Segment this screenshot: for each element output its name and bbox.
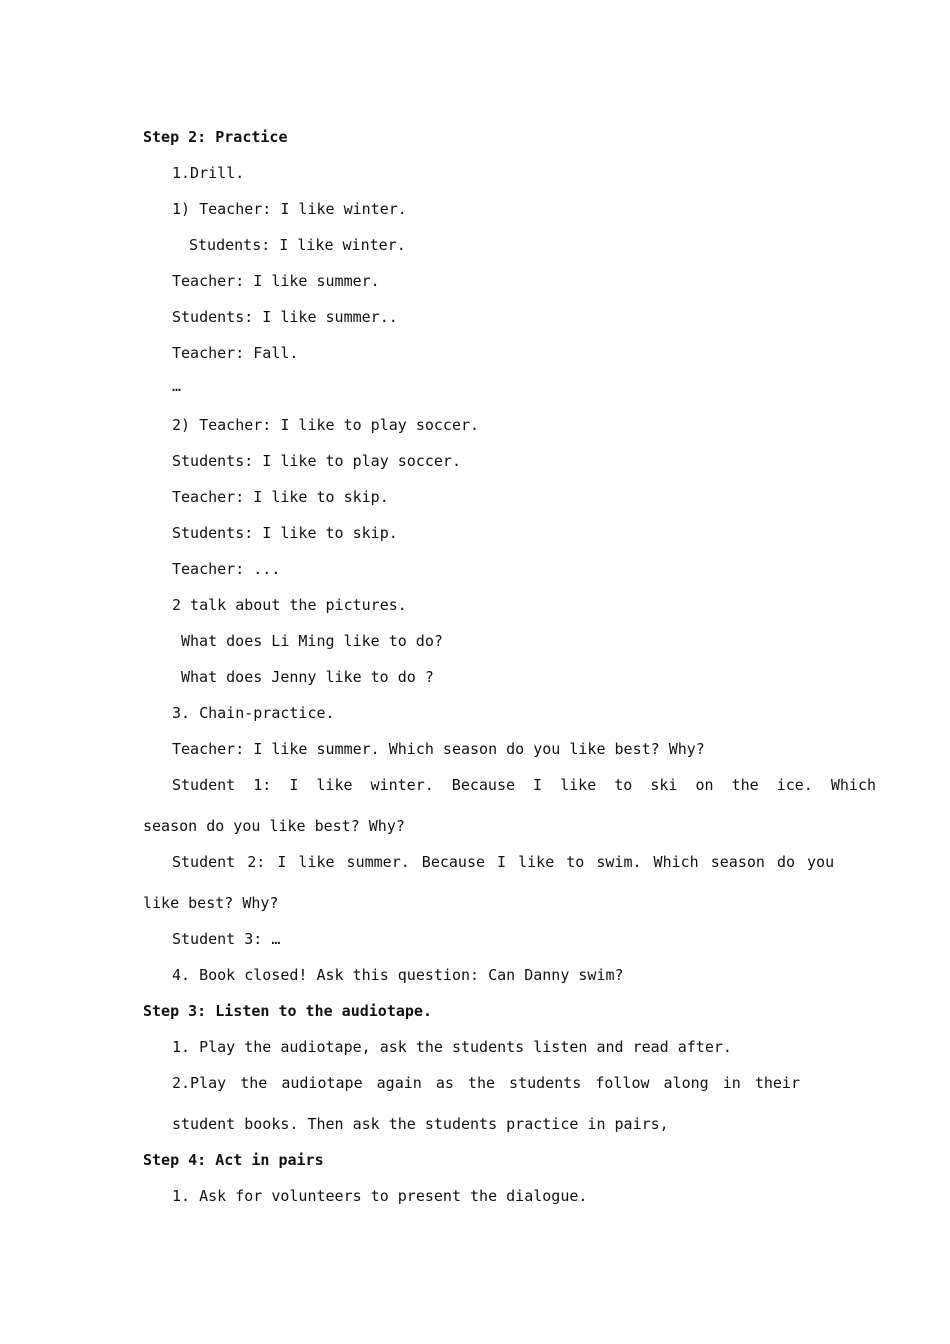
- text-line: 4. Book closed! Ask this question: Can Danny swim?: [172, 966, 624, 984]
- step-2-heading: Step 2: Practice: [143, 128, 288, 146]
- text-line: Student 3: …: [172, 930, 281, 948]
- ellipsis-line: …: [172, 377, 182, 395]
- text-line: Students: I like summer..: [172, 308, 398, 326]
- text-line: student books. Then ask the students practice in pairs,: [172, 1115, 669, 1133]
- text-line: Student 2: I like summer. Because I like to swim. Which season do you: [172, 853, 835, 871]
- text-line: Teacher: I like summer. Which season do you like best? Why?: [172, 740, 705, 758]
- text-line: season do you like best? Why?: [143, 817, 405, 835]
- text-line: 1. Ask for volunteers to present the dialogue.: [172, 1187, 588, 1205]
- text-line: 1) Teacher: I like winter.: [172, 200, 407, 218]
- text-line: Students: I like to skip.: [172, 524, 398, 542]
- text-line: Students: I like to play soccer.: [172, 452, 461, 470]
- text-line: Teacher: ...: [172, 560, 281, 578]
- text-line: Teacher: I like summer.: [172, 272, 380, 290]
- text-line: 3. Chain-practice.: [172, 704, 335, 722]
- text-line: 2.Play the audiotape again as the students follow along in their: [172, 1074, 800, 1092]
- step-3-heading: Step 3: Listen to the audiotape.: [143, 1002, 432, 1020]
- text-line: Teacher: I like to skip.: [172, 488, 389, 506]
- text-line: like best? Why?: [143, 894, 279, 912]
- text-line: Teacher: Fall.: [172, 344, 299, 362]
- text-line: 1. Play the audiotape, ask the students listen and read after.: [172, 1038, 732, 1056]
- text-line: Students: I like winter.: [189, 236, 406, 254]
- step-4-heading: Step 4: Act in pairs: [143, 1151, 324, 1169]
- text-line: Student 1: I like winter. Because I like to ski on the ice. Which: [172, 776, 876, 794]
- text-line: 2 talk about the pictures.: [172, 596, 407, 614]
- text-line: What does Li Ming like to do?: [181, 632, 443, 650]
- text-line: 2) Teacher: I like to play soccer.: [172, 416, 480, 434]
- drill-label: 1.Drill.: [172, 164, 245, 182]
- text-line: What does Jenny like to do ?: [181, 668, 434, 686]
